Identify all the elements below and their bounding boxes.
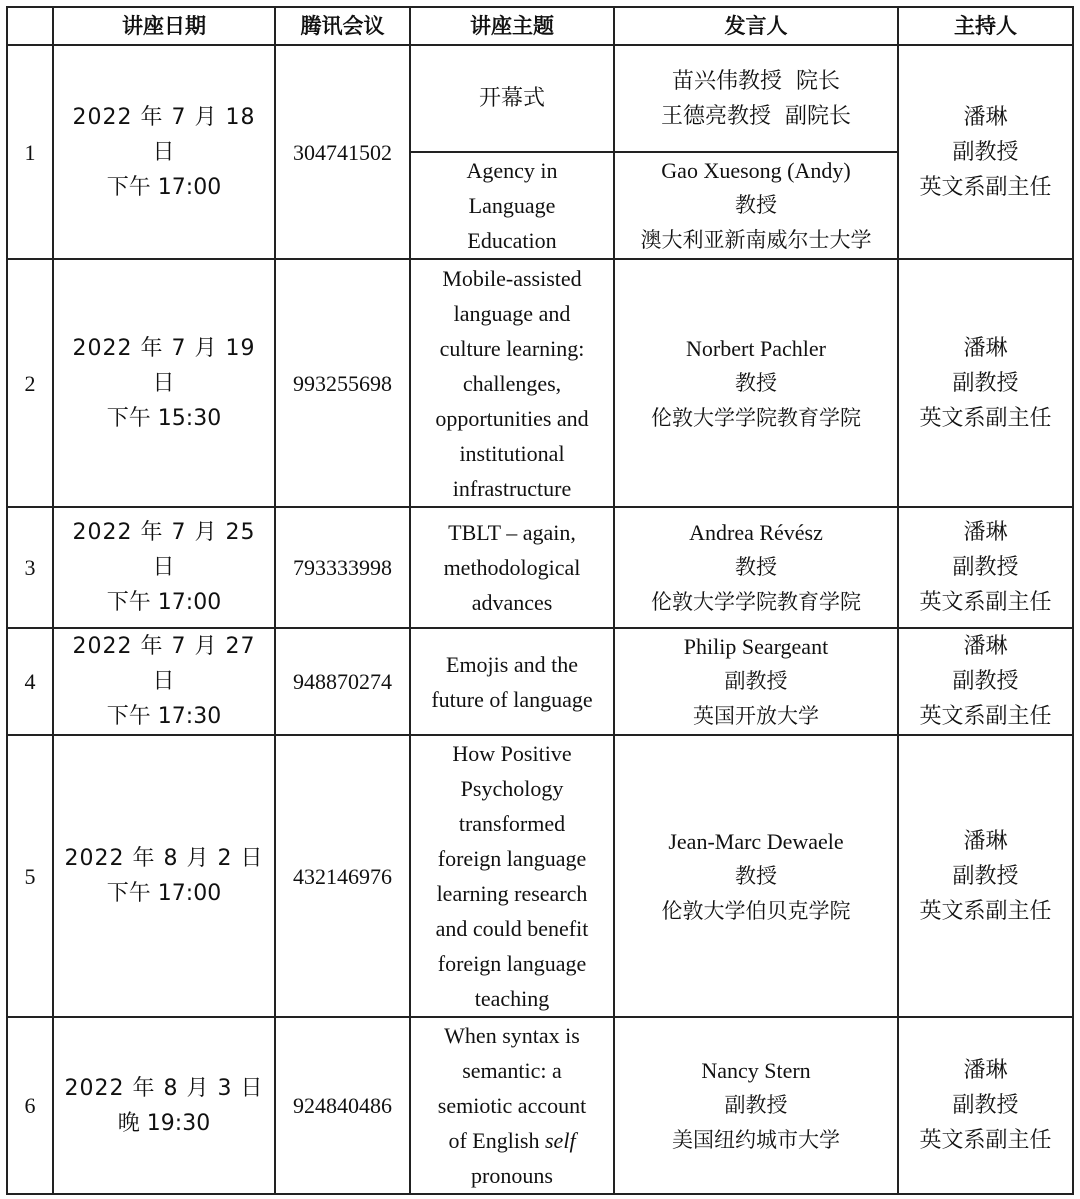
- table-row: [7, 1017, 1073, 1194]
- header-topic: 讲座主题: [410, 7, 614, 45]
- meeting-id: 948870274: [275, 628, 410, 735]
- table-row: [7, 735, 1073, 1017]
- lecture-topic: Mobile-assisted language and culture learning: challenges, opportunities and institutional infrastructure: [410, 259, 614, 507]
- lecture-topic: 开幕式: [410, 45, 614, 152]
- lecture-date: 2022 年 8 月 3 日 晚 19:30: [53, 1017, 275, 1194]
- table-row: [7, 628, 1073, 735]
- lecture-schedule-table: [6, 6, 1074, 1195]
- lecture-date: 2022 年 8 月 2 日 下午 17:00: [53, 735, 275, 1017]
- host: 潘琳 副教授 英文系副主任: [898, 507, 1073, 628]
- lecture-date: 2022 年 7 月 18 日 下午 17:00: [53, 45, 275, 259]
- speaker: 苗兴伟教授 院长 王德亮教授 副院长: [614, 45, 898, 152]
- header-index: [7, 7, 53, 45]
- meeting-id: 432146976: [275, 735, 410, 1017]
- host: 潘琳 副教授 英文系副主任: [898, 628, 1073, 735]
- meeting-id: 793333998: [275, 507, 410, 628]
- speaker: Norbert Pachler 教授 伦敦大学学院教育学院: [614, 259, 898, 507]
- table-header-row: [7, 7, 1073, 45]
- row-index: 1: [7, 45, 53, 259]
- lecture-date: 2022 年 7 月 19 日 下午 15:30: [53, 259, 275, 507]
- header-date: 讲座日期: [53, 7, 275, 45]
- lecture-topic: When syntax is semantic: a semiotic account of English self pronouns: [410, 1017, 614, 1194]
- speaker: Nancy Stern 副教授 美国纽约城市大学: [614, 1017, 898, 1194]
- speaker: Philip Seargeant 副教授 英国开放大学: [614, 628, 898, 735]
- table-row: [7, 507, 1073, 628]
- lecture-date: 2022 年 7 月 27 日 下午 17:30: [53, 628, 275, 735]
- table-row: [7, 259, 1073, 507]
- lecture-topic: TBLT – again, methodological advances: [410, 507, 614, 628]
- table-row: [7, 45, 1073, 152]
- host: 潘琳 副教授 英文系副主任: [898, 735, 1073, 1017]
- host: 潘琳 副教授 英文系副主任: [898, 45, 1073, 259]
- host: 潘琳 副教授 英文系副主任: [898, 259, 1073, 507]
- row-index: 4: [7, 628, 53, 735]
- meeting-id: 304741502: [275, 45, 410, 259]
- speaker: Jean-Marc Dewaele 教授 伦敦大学伯贝克学院: [614, 735, 898, 1017]
- header-meeting: 腾讯会议: [275, 7, 410, 45]
- host: 潘琳 副教授 英文系副主任: [898, 1017, 1073, 1194]
- speaker: Gao Xuesong (Andy) 教授 澳大利亚新南威尔士大学: [614, 152, 898, 259]
- row-index: 5: [7, 735, 53, 1017]
- row-index: 3: [7, 507, 53, 628]
- meeting-id: 924840486: [275, 1017, 410, 1194]
- meeting-id: 993255698: [275, 259, 410, 507]
- lecture-topic: Agency in Language Education: [410, 152, 614, 259]
- lecture-topic: How Positive Psychology transformed foreign language learning research and could benefit foreign language teaching: [410, 735, 614, 1017]
- lecture-date: 2022 年 7 月 25 日 下午 17:00: [53, 507, 275, 628]
- speaker: Andrea Révész 教授 伦敦大学学院教育学院: [614, 507, 898, 628]
- row-index: 6: [7, 1017, 53, 1194]
- header-speaker: 发言人: [614, 7, 898, 45]
- lecture-topic: Emojis and the future of language: [410, 628, 614, 735]
- header-host: 主持人: [898, 7, 1073, 45]
- row-index: 2: [7, 259, 53, 507]
